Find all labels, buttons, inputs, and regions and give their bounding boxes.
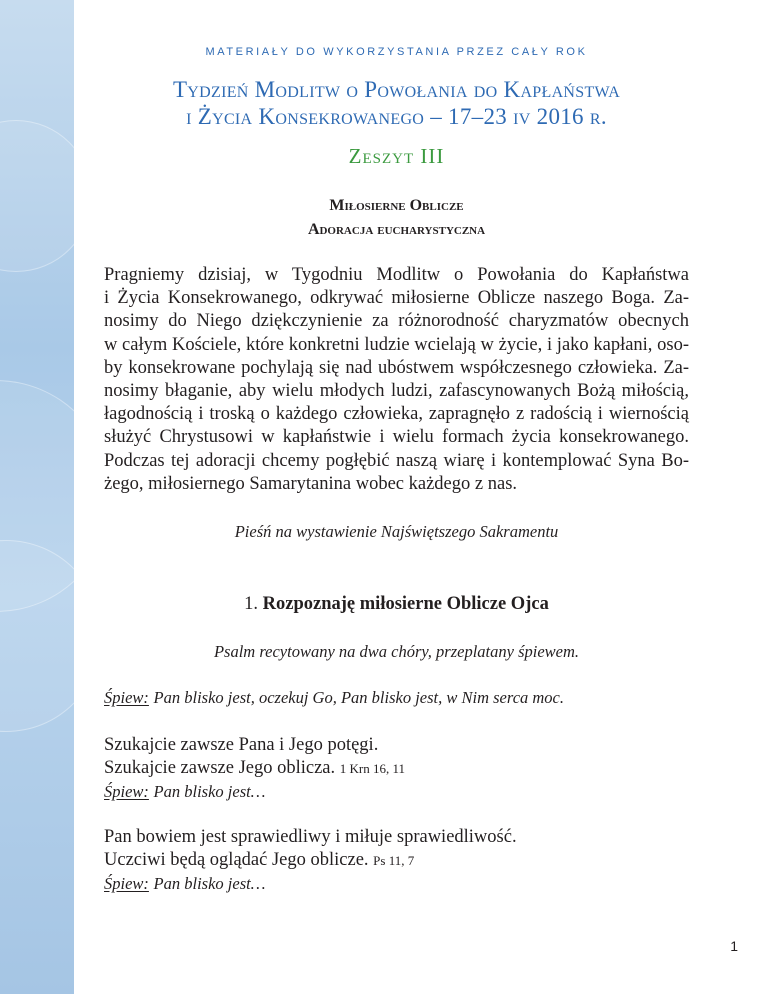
refrain-label: Śpiew: [104, 782, 149, 801]
verse-line-with-ref [104, 757, 405, 780]
title-line-1: Tydzień Modlitw o Powołania do Kapłaństwa [172, 77, 621, 102]
song-note: Pieśń na wystawienie Najświętszego Sakramentu [234, 522, 559, 541]
verse-line: Pan bowiem jest sprawiedliwy i miłuje sprawiedliwość. [104, 827, 517, 847]
verse-line: Szukajcie zawsze Pana i Jego potęgi. [104, 735, 379, 755]
intro-line: by konsekrowane pochylają się nad ubóstwem współczesnego człowieka. Za- [104, 357, 689, 378]
intro-line: łagodnością i troską o każdego człowieka, zapragnęło z radością i wiernością [104, 404, 689, 425]
refrain-label: Śpiew: [104, 874, 149, 893]
refrain-short [104, 872, 517, 896]
verse-block-1 [104, 734, 405, 804]
verse-line: Szukajcie zawsze Jego oblicza. [104, 758, 336, 778]
refrain-short [104, 780, 405, 804]
subheadings [104, 194, 689, 242]
intro-line: i Życia Konsekrowanego, odkrywać miłosierne Oblicze naszego Boga. Za- [104, 288, 689, 309]
section-number: 1. [244, 594, 259, 614]
intro-line: nosimy do Niego dziękczynienie za różnorodność charyzmatów obecnych [104, 311, 689, 332]
title-line-2: i Życia Konsekrowanego – 17–23 iv 2016 r. [186, 104, 607, 129]
intro-line: w całym Kościele, które konkretni ludzie wcielają w życie, i jako kapłani, oso- [104, 334, 689, 355]
intro-line: nosimy błaganie, aby wielu młodych ludzi, zafascynowanych Bożą miłością, [104, 381, 689, 402]
refrain-short-text: Pan blisko jest… [153, 874, 266, 893]
refrain-label: Śpiew: [104, 688, 149, 707]
section-heading [104, 594, 689, 615]
subheading-1: Miłosierne Oblicze [329, 197, 464, 214]
refrain-full [104, 686, 564, 710]
intro-paragraph [104, 264, 689, 496]
intro-line: Pragniemy dzisiaj, w Tygodniu Modlitw o Powołania do Kapłaństwa [104, 265, 689, 285]
header-kicker: MATERIAŁY DO WYKORZYSTANIA PRZEZ CAŁY ROK [205, 46, 588, 58]
refrain-text: Pan blisko jest, oczekuj Go, Pan blisko jest, w Nim serca moc. [153, 688, 565, 707]
verse-block-2 [104, 826, 517, 896]
verse-line: Uczciwi będą oglądać Jego oblicze. [104, 850, 369, 870]
section-instruction: Psalm recytowany na dwa chóry, przeplatany śpiewem. [213, 642, 580, 661]
issue-label: Zeszyt III [348, 144, 445, 168]
intro-line: służyć Chrystusowi w kapłaństwie i wielu formach życia konsekrowanego. [104, 427, 689, 448]
page-title [104, 76, 689, 130]
scripture-ref: 1 Krn 16, 11 [339, 761, 406, 776]
page-number: 1 [730, 938, 738, 954]
scripture-ref: Ps 11, 7 [373, 853, 415, 868]
verse-line-with-ref [104, 849, 517, 872]
section-title: Rozpoznaję miłosierne Oblicze Ojca [262, 594, 549, 614]
decorative-side-band [0, 0, 74, 994]
intro-line: żego, miłosiernego Samarytanina wobec każdego z nas. [104, 473, 518, 494]
subheading-2: Adoracja eucharystyczna [307, 221, 486, 238]
refrain-short-text: Pan blisko jest… [153, 782, 266, 801]
intro-line: Podczas tej adoracji chcemy pogłębić naszą wiarę i kontemplować Syna Bo- [104, 450, 689, 471]
